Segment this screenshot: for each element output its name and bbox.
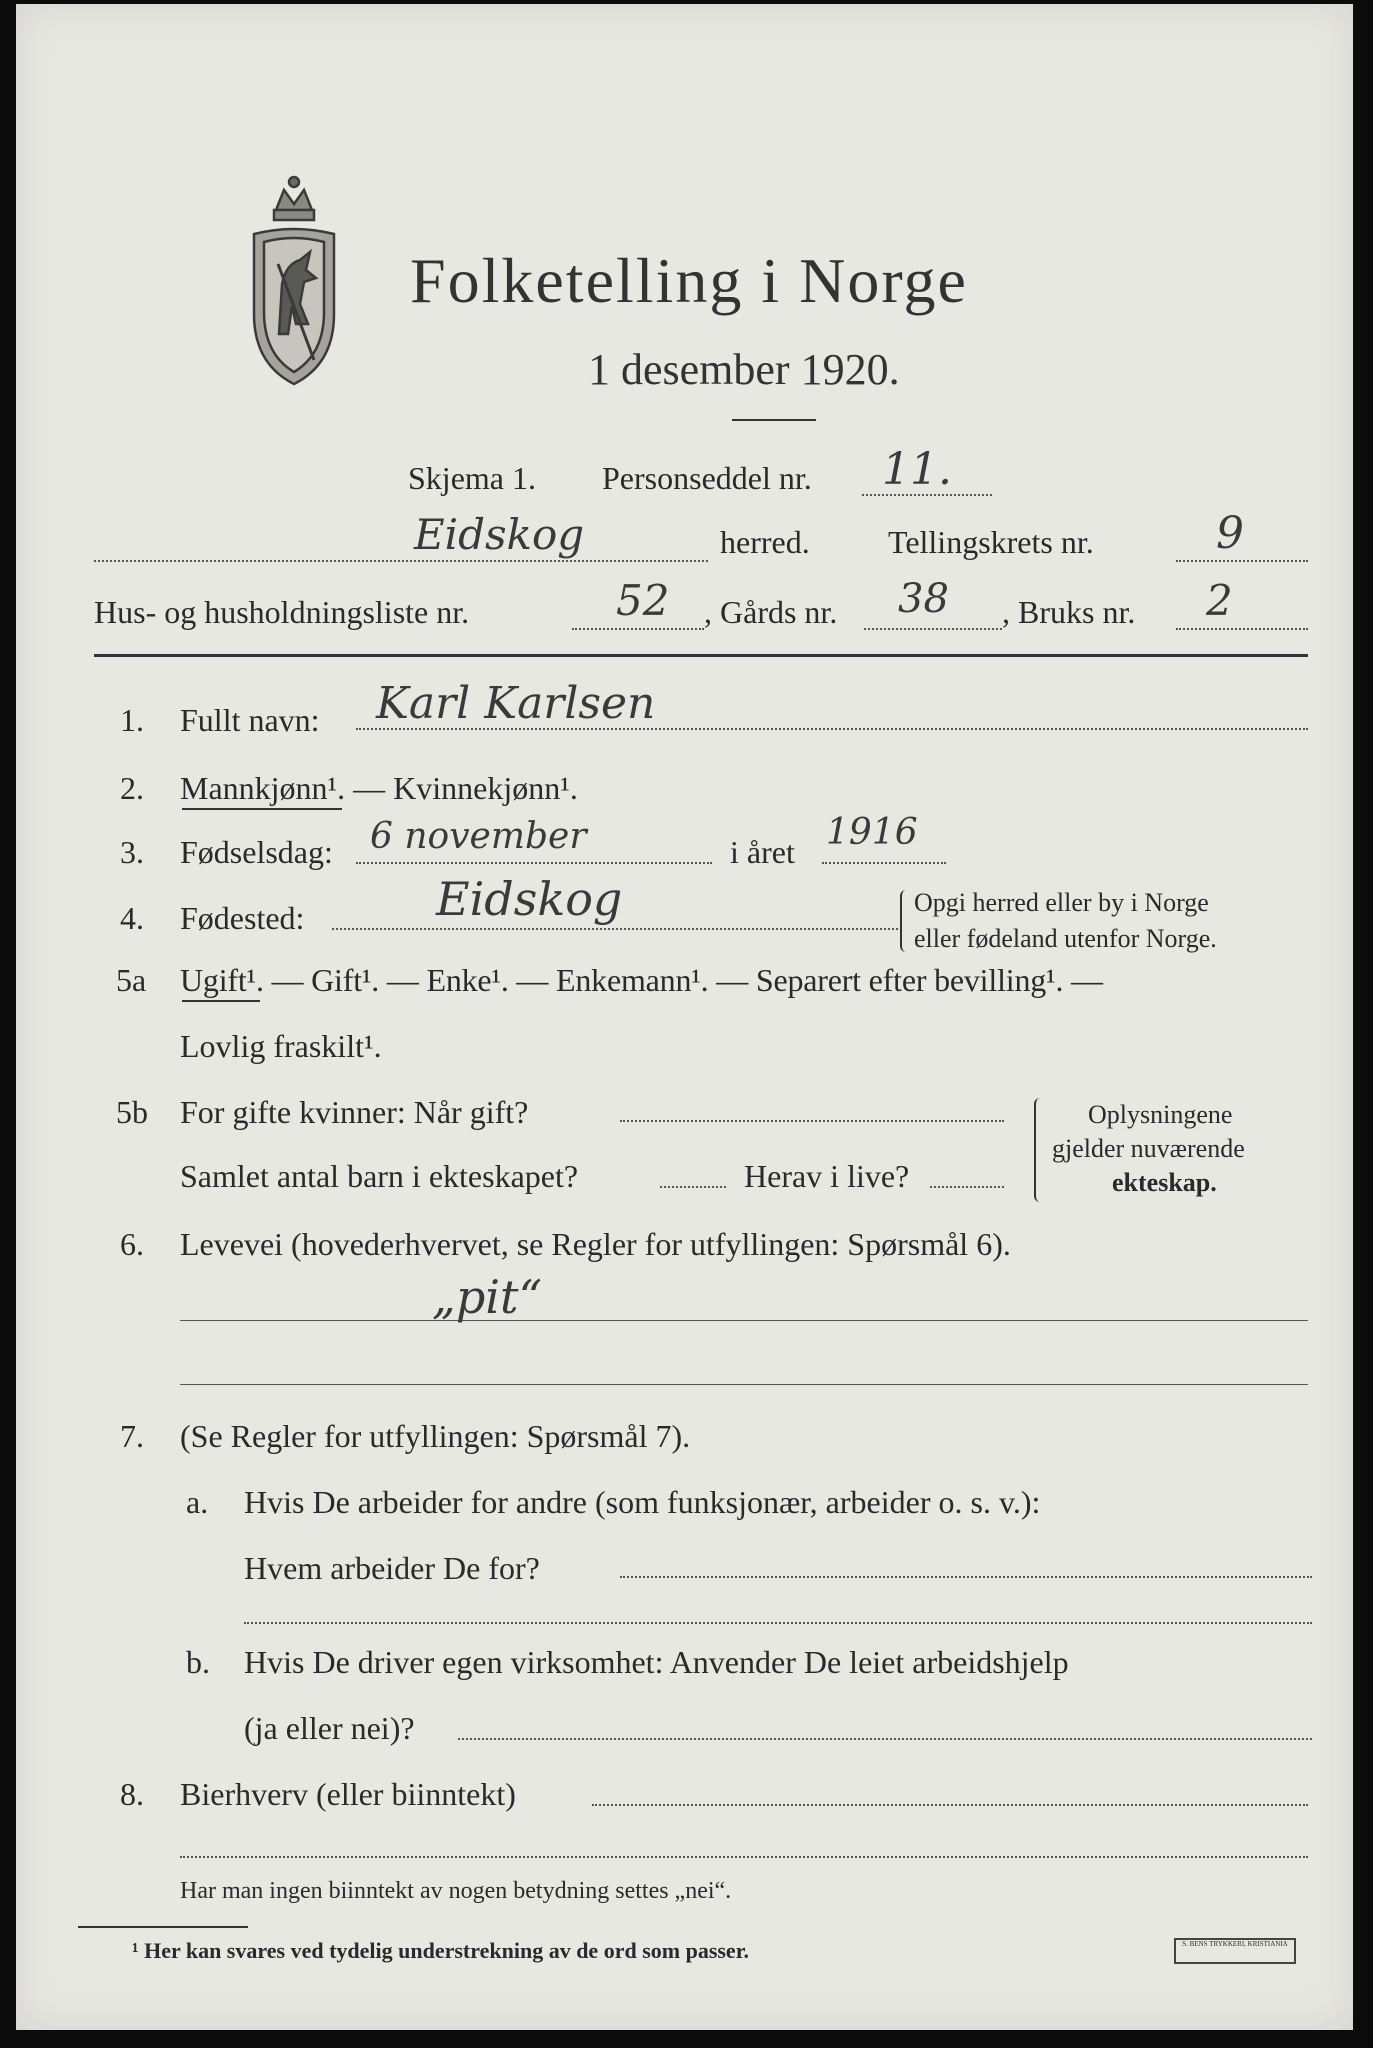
footer-note: Har man ingen biinntekt av nogen betydning settes „nei“.	[180, 1878, 732, 1904]
bruks-label: , Bruks nr.	[1002, 594, 1136, 630]
q6-number: 6.	[120, 1226, 144, 1262]
census-date: 1 desember 1920.	[588, 345, 900, 394]
q6-value: „pit“	[432, 1270, 542, 1324]
hus-line	[572, 628, 704, 630]
gards-line	[864, 628, 1002, 630]
q2-underline-mannkjonn	[182, 808, 342, 810]
header-double-rule	[94, 654, 1308, 657]
printer-stamp	[1174, 1938, 1296, 1964]
q4-number: 4.	[120, 900, 144, 936]
q4-value: Eidskog	[436, 872, 623, 926]
q3-aret-line	[822, 862, 946, 864]
q3-value: 6 november	[370, 816, 587, 857]
q5b-line1: For gifte kvinner: Når gift?	[180, 1094, 529, 1130]
q5a-underline-ugift	[182, 1000, 260, 1002]
q7a-extra-line	[244, 1622, 1312, 1624]
q4-note-line1: Opgi herred eller by i Norge	[914, 888, 1209, 917]
q7b-line1: Hvis De driver egen virksomhet: Anvender De leiet arbeidshjelp	[244, 1644, 1069, 1680]
q8-label: Bierhverv (eller biinntekt)	[180, 1776, 516, 1812]
q1-label: Fullt navn:	[180, 702, 320, 738]
q5a-line2: Lovlig fraskilt¹.	[180, 1028, 382, 1064]
q3-label: Fødselsdag:	[180, 834, 333, 870]
tellingskrets-label: Tellingskrets nr.	[888, 524, 1094, 560]
q2-number: 2.	[120, 770, 144, 806]
q5a-line1: Ugift¹. — Gift¹. — Enke¹. — Enkemann¹. — Separert efter bevilling¹. —	[180, 962, 1103, 998]
q4-label: Fødested:	[180, 900, 305, 936]
printer-stamp-text: S. BENS TRYKKERI, KRISTIANIA	[1182, 1940, 1288, 1948]
q5b-line2a: Samlet antal barn i ekteskapet?	[180, 1158, 579, 1194]
gards-label: , Gårds nr.	[704, 594, 838, 630]
q4-note-brace	[900, 890, 910, 952]
title-rule	[732, 419, 816, 421]
hus-value: 52	[616, 576, 670, 625]
q7b-letter: b.	[186, 1644, 210, 1680]
q1-number: 1.	[120, 702, 144, 738]
personseddel-label: Personseddel nr.	[602, 460, 812, 496]
gards-value: 38	[898, 576, 949, 622]
q5b-line2b: Herav i live?	[744, 1158, 910, 1194]
q7a-line2: Hvem arbeider De for?	[244, 1550, 540, 1586]
q5b-number: 5b	[116, 1094, 148, 1130]
herred-line	[94, 560, 708, 562]
norwegian-coat-of-arms-icon	[234, 174, 354, 390]
q4-line	[332, 928, 898, 930]
q7b-line2-field	[458, 1738, 1312, 1740]
q7a-line1: Hvis De arbeider for andre (som funksjonær, arbeider o. s. v.):	[244, 1484, 1041, 1520]
q3-line	[356, 862, 712, 864]
hus-label: Hus- og husholdningsliste nr.	[94, 594, 470, 630]
q5b-note-line3: ekteskap.	[1112, 1168, 1217, 1197]
q3-number: 3.	[120, 834, 144, 870]
tellingskrets-value: 9	[1216, 508, 1244, 559]
q7b-line2: (ja eller nei)?	[244, 1710, 415, 1746]
q5b-barn-line	[660, 1186, 726, 1188]
herred-value: Eidskog	[414, 510, 585, 559]
bruks-value: 2	[1206, 576, 1233, 625]
footnote: ¹ Her kan svares ved tydelig understrekning av de ord som passer.	[132, 1938, 749, 1963]
personseddel-value: 11.	[882, 444, 952, 495]
herred-label: herred.	[720, 524, 810, 560]
q3-aret-label: i året	[730, 834, 795, 870]
census-form-page	[16, 4, 1353, 2030]
q7a-line2-field	[620, 1576, 1312, 1578]
q8-extra-line	[180, 1856, 1308, 1858]
q8-line	[592, 1804, 1308, 1806]
q5b-note-line2: gjelder nuværende	[1052, 1134, 1245, 1163]
q7-number: 7.	[120, 1418, 144, 1454]
q8-number: 8.	[120, 1776, 144, 1812]
q4-note-line2: eller fødeland utenfor Norge.	[914, 924, 1217, 953]
q1-value: Karl Karlsen	[376, 678, 656, 729]
q6-label: Levevei (hovederhvervet, se Regler for utfyllingen: Spørsmål 6).	[180, 1226, 1011, 1262]
q6-line2	[180, 1384, 1308, 1385]
q5b-note-brace	[1034, 1098, 1046, 1202]
q7a-letter: a.	[186, 1484, 209, 1520]
bruks-line	[1176, 628, 1308, 630]
q3-aret-value: 1916	[826, 812, 918, 853]
q2-text: Mannkjønn¹. — Kvinnekjønn¹.	[180, 770, 578, 806]
q5b-live-line	[930, 1186, 1004, 1188]
q7-label: (Se Regler for utfyllingen: Spørsmål 7).	[180, 1418, 691, 1454]
form-title: Folketelling i Norge	[410, 245, 968, 316]
skjema-label: Skjema 1.	[408, 460, 536, 496]
tellingskrets-line	[1176, 560, 1308, 562]
q6-line1	[180, 1320, 1308, 1321]
q5b-note-line1: Oplysningene	[1088, 1100, 1233, 1129]
q5b-nar-gift-line	[620, 1120, 1004, 1122]
footnote-rule	[78, 1926, 248, 1928]
q5a-number: 5a	[116, 962, 147, 998]
